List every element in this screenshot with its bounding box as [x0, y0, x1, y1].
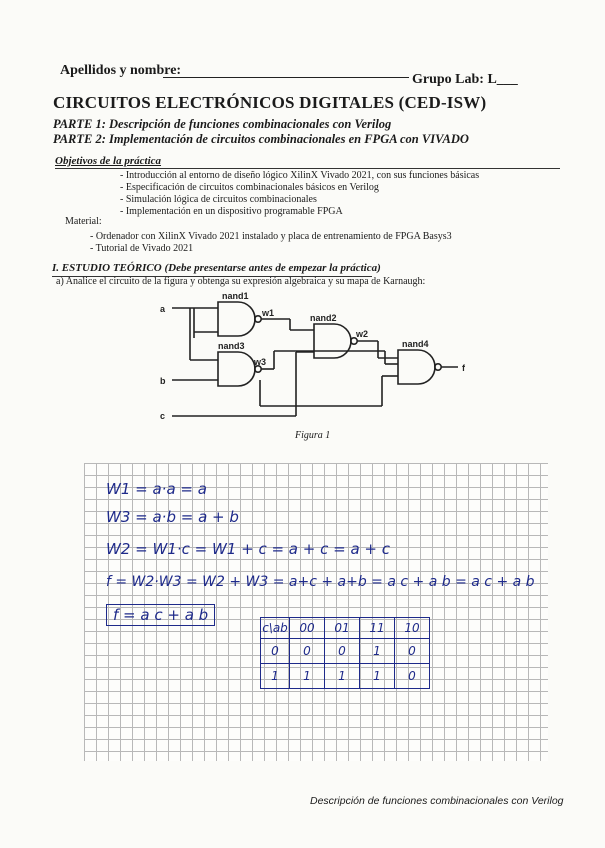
objectives-heading: Objetivos de la práctica — [55, 155, 162, 167]
kmap-cell: 1 — [290, 664, 325, 689]
figure-caption: Figura 1 — [295, 430, 331, 441]
material-label: Material: — [65, 216, 102, 227]
gate-label-nand2: nand2 — [310, 313, 337, 323]
question-a: a) Analice el circuito de la figura y obtenga su expresión algebraica y su mapa de Karnaugh: — [56, 276, 426, 287]
handwritten-result-box: f = a c + a b — [106, 604, 215, 626]
kmap-cell: 0 — [395, 639, 430, 664]
page-title: CIRCUITOS ELECTRÓNICOS DIGITALES (CED-ISW) — [53, 93, 487, 112]
page-footer: Descripción de funciones combinacionales con Verilog — [310, 795, 564, 807]
part-2: PARTE 2: Implementación de circuitos combinacionales en FPGA con VIVADO — [53, 132, 469, 146]
kmap-cell: 0 — [325, 639, 360, 664]
kmap-cell: 1 — [360, 664, 395, 689]
kmap-corner: c\ab — [261, 618, 290, 639]
objective-item: - Simulación lógica de circuitos combinacionales — [120, 194, 317, 205]
input-b-label: b — [160, 376, 166, 386]
kmap-cell: 1 — [360, 639, 395, 664]
part-1: PARTE 1: Descripción de funciones combinacionales con Verilog — [53, 117, 392, 131]
kmap-cell: 0 — [395, 664, 430, 689]
kmap-col-header: 00 — [290, 618, 325, 639]
kmap-cell: 1 — [325, 664, 360, 689]
kmap-row-header: 1 — [261, 664, 290, 689]
objectives-rule — [55, 168, 560, 169]
name-underline — [163, 77, 409, 78]
material-item: - Ordenador con XilinX Vivado 2021 instalado y placa de entrenamiento de FPGA Basys3 — [90, 231, 452, 242]
kmap-cell: 0 — [290, 639, 325, 664]
name-label: Apellidos y nombre: — [60, 63, 182, 78]
material-item: - Tutorial de Vivado 2021 — [90, 243, 194, 254]
wire-label-w2: w2 — [356, 329, 369, 339]
input-c-label: c — [160, 411, 166, 421]
handwritten-line-2: W3 = a·b = a + b — [106, 508, 239, 526]
handwritten-line-1: W1 = a·a = a — [106, 480, 207, 498]
gate-label-nand3: nand3 — [218, 341, 245, 351]
wire-label-w1: w1 — [262, 308, 275, 318]
handwritten-line-3: W2 = W1·c = W1 + c = a + c = a + c — [106, 540, 390, 558]
wire-label-w3: w3 — [254, 357, 267, 367]
section-heading: I. ESTUDIO TEÓRICO (Debe presentarse antes de empezar la práctica) — [52, 262, 381, 274]
output-f-label: f — [462, 363, 465, 373]
kmap-col-header: 11 — [360, 618, 395, 639]
group-label: Grupo Lab: L___ — [412, 72, 518, 87]
gate-label-nand1: nand1 — [222, 291, 249, 301]
karnaugh-map — [260, 617, 430, 689]
objective-item: - Introducción al entorno de diseño lógico XilinX Vivado 2021, con sus funciones básicas — [120, 170, 480, 181]
objective-item: - Implementación en un dispositivo programable FPGA — [120, 206, 343, 217]
kmap-row-header: 0 — [261, 639, 290, 664]
input-a-label: a — [160, 304, 166, 314]
logic-circuit-diagram — [150, 288, 480, 424]
handwritten-line-4: f = W2·W3 = W2 + W3 = a+c + a+b = a c + a b = a c + a b — [106, 574, 535, 590]
gate-label-nand4: nand4 — [402, 339, 429, 349]
kmap-col-header: 01 — [325, 618, 360, 639]
objective-item: - Especificación de circuitos combinacionales básicos en Verilog — [120, 182, 379, 193]
kmap-col-header: 10 — [395, 618, 430, 639]
